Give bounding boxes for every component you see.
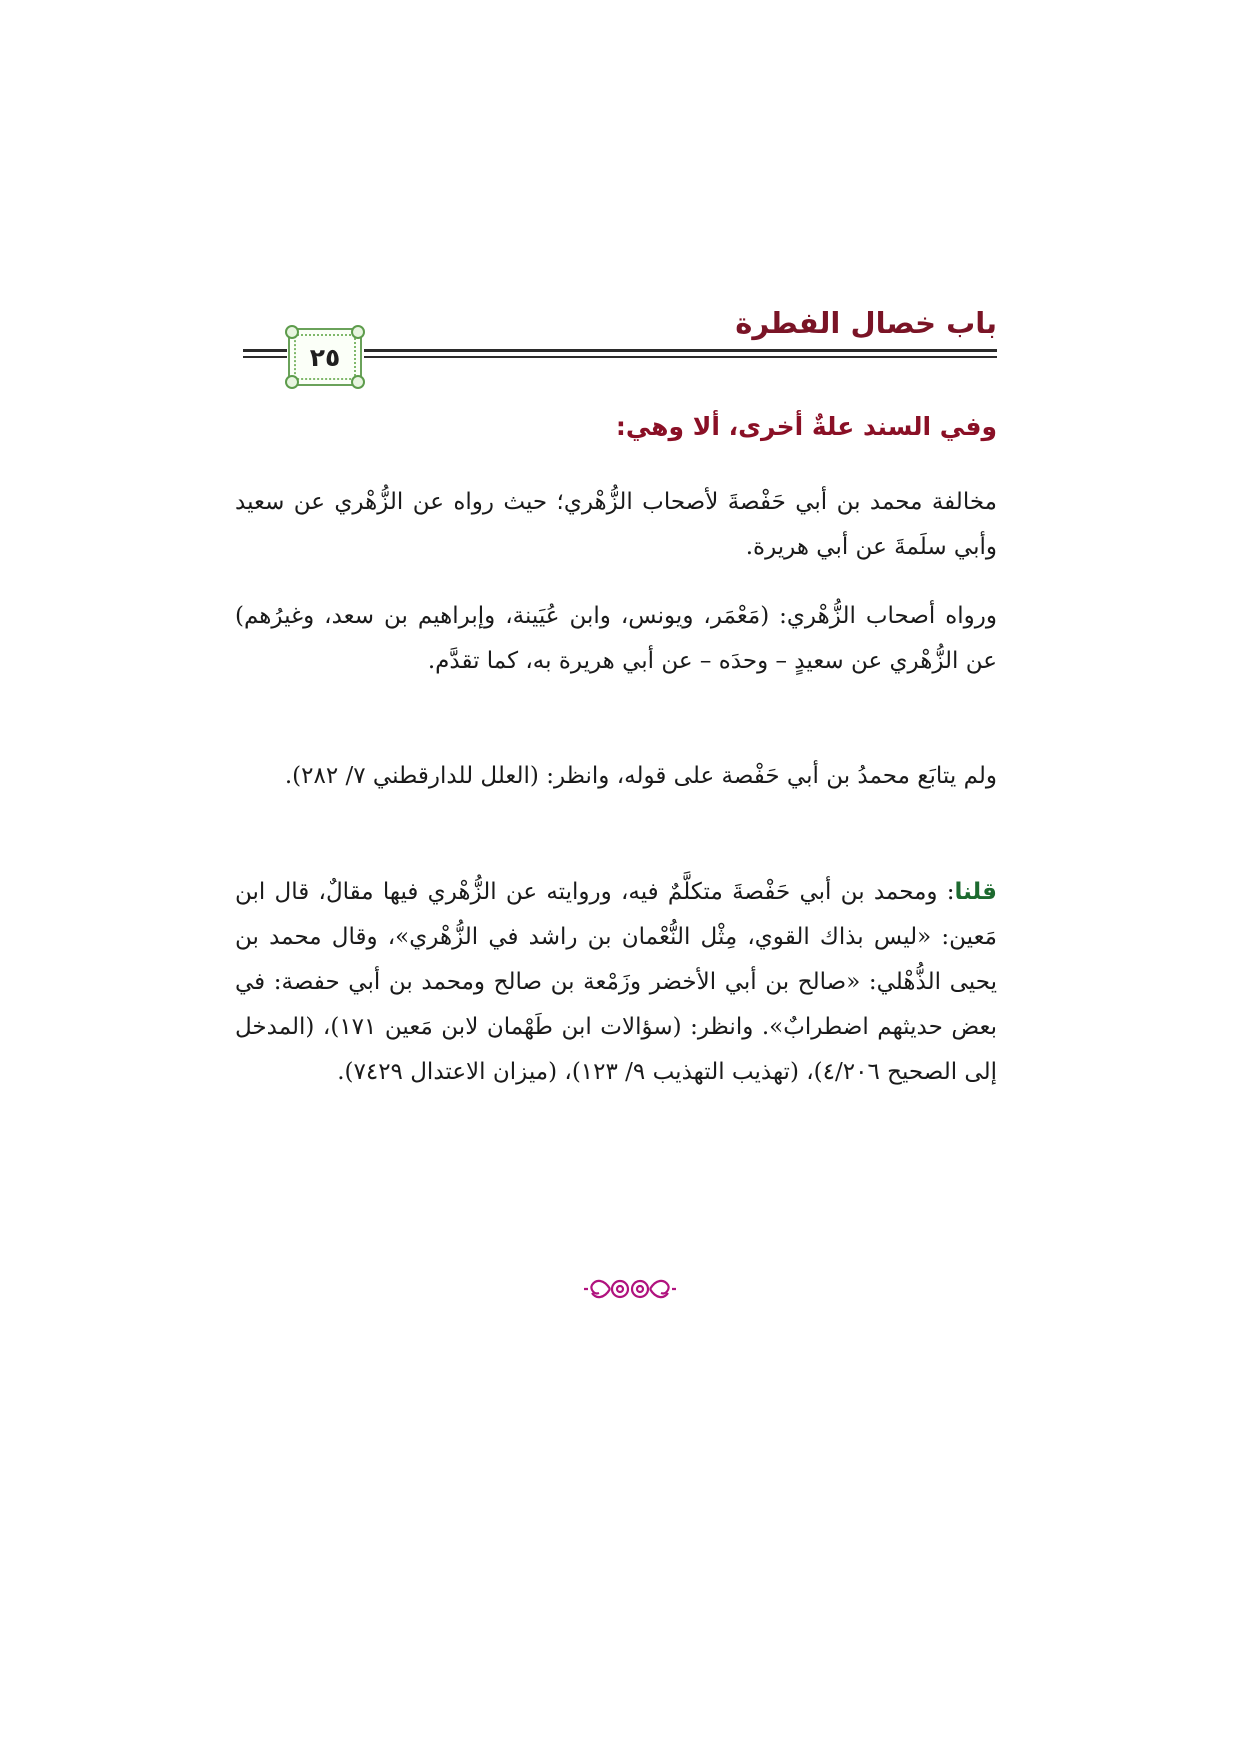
section-heading: وفي السند علةٌ أخرى، ألا وهي: <box>615 412 997 441</box>
badge-corner-ornament <box>351 375 365 389</box>
header-rule-left-bottom <box>243 356 287 358</box>
paragraph: ولم يتابَع محمدُ بن أبي حَفْصة على قوله، وانظر: (العلل للدارقطني ٧/ ٢٨٢). <box>284 763 997 789</box>
badge-corner-ornament <box>285 325 299 339</box>
badge-corner-ornament <box>285 375 299 389</box>
note-text: : ومحمد بن أبي حَفْصةَ متكلَّمٌ فيه، وروايته عن الزُّهْري فيها مقالٌ، قال ابن مَعين: «ليس بذاك القوي، مِثْل النُّعْمان بن راشد في الزُّهْري»، وقال محمد بن يحيى الذُّهْلي: «صالح بن أبي الأخضر وزَمْعة بن صالح ومحمد بن أبي حفصة: في بعض حديثهم اضطرابٌ». وانظر: (سؤالات ابن طَهْمان لابن مَعين ١٧١)، (المدخل إلى الصحيح ٤/٢٠٦)، (تهذيب التهذيب ٩/ ١٢٣)، (ميزان الاعتدال ٧٤٢٩). <box>235 879 998 1085</box>
page-number-badge <box>288 328 362 386</box>
paragraph: مخالفة محمد بن أبي حَفْصةَ لأصحاب الزُّهْري؛ حيث رواه عن الزُّهْري عن سعيد وأبي سلَمةَ عن أبي هريرة. <box>235 489 997 560</box>
header-rule-right-bottom <box>364 356 997 358</box>
note-lead: قلنا <box>954 879 997 905</box>
header-rule-right-top <box>364 349 997 352</box>
paragraph: ورواه أصحاب الزُّهْري: (مَعْمَر، ويونس، وابن عُيَينة، وإبراهيم بن سعد، وغيرُهم) عن الزُّهْري عن سعيدٍ – وحدَه – عن أبي هريرة به، كما تقدَّم. <box>235 603 997 674</box>
chapter-title: باب خصال الفطرة <box>735 306 997 340</box>
end-ornament-icon <box>582 1269 678 1309</box>
note-paragraph <box>235 870 997 1095</box>
page-number: ٢٥ <box>309 342 341 372</box>
badge-corner-ornament <box>351 325 365 339</box>
header-rule-left-top <box>243 349 287 352</box>
